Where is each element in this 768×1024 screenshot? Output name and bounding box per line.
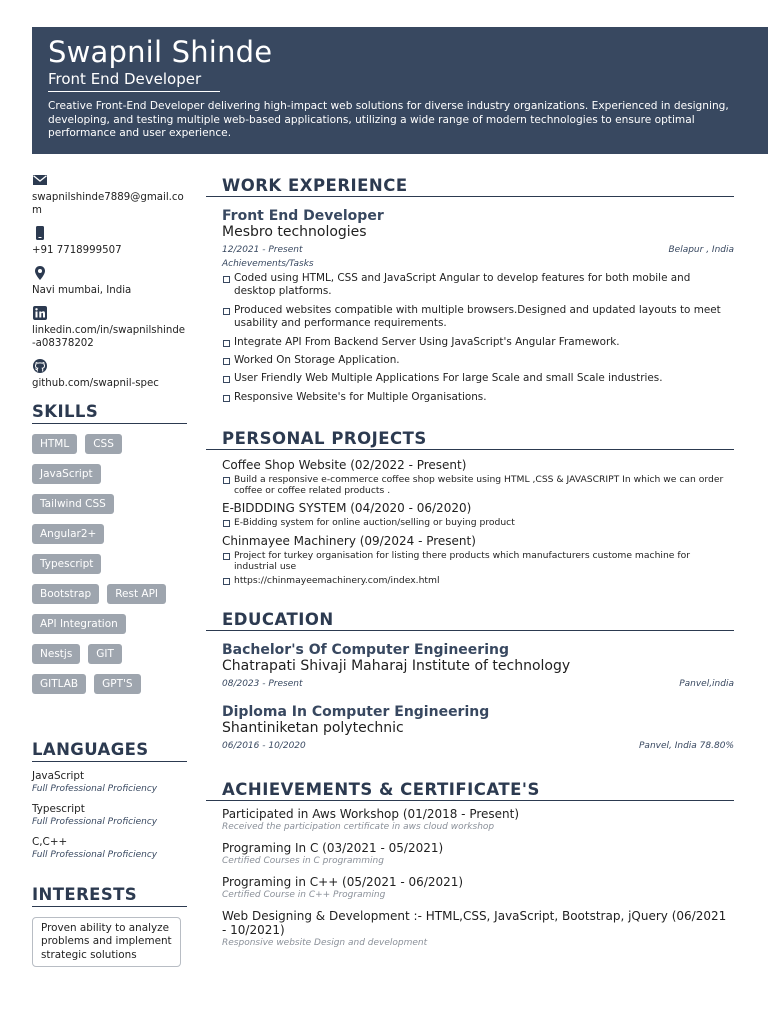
task-item: Worked On Storage Application. [222,354,734,367]
project-point: E-Bidding system for online auction/selling or buying product [222,517,734,528]
project-points [222,550,734,586]
skill-chip: CSS [85,434,122,454]
contact-location [32,265,188,297]
education-location: Panvel, India 78.80% [639,741,734,752]
skill-chip: Tailwind CSS [32,494,114,514]
achievement-desc: Certified Course in C++ Programing [222,890,386,901]
education-meta [222,739,734,753]
project-points [222,517,734,528]
job-location: Belapur , India [668,245,734,255]
contact-phone [32,225,188,257]
github-text[interactable]: github.com/swapnil-spec [32,378,159,389]
skill-chip: GIT [88,644,122,664]
skills-list [32,434,188,704]
task-item: Responsive Website's for Multiple Organisations. [222,391,734,404]
achievement-title: Programing in C++ (05/2021 - 06/2021) [222,875,464,890]
language-level: Full Professional Proficiency [32,850,158,860]
candidate-name: Swapnil Shinde [48,35,273,69]
language-name: JavaScript [32,770,85,782]
job-company: Mesbro technologies [222,224,367,240]
achievements-heading: ACHIEVEMENTS & CERTIFICATE'S [206,780,734,801]
skill-chip: Nestjs [32,644,80,664]
language-item [32,770,188,795]
achievement-title: Participated in Aws Workshop (01/2018 - Present) [222,807,520,822]
skill-chip: Typescript [32,554,101,574]
education-meta [222,677,734,691]
skill-chip: Rest API [107,584,166,604]
tasks-label: Achievements/Tasks [222,259,314,269]
candidate-role: Front End Developer [48,69,220,92]
contact-linkedin [32,305,188,350]
skill-chip: Bootstrap [32,584,99,604]
project-point: Project for turkey organisation for listing there products which manufacturers custome machine for industrial use [222,550,734,572]
achievement-desc: Received the participation certificate in aws cloud workshop [222,822,495,833]
interests-heading: INTERESTS [32,885,187,907]
project-title: Coffee Shop Website (02/2022 - Present) [222,458,467,473]
language-name: Typescript [32,803,85,815]
resume-header [32,27,768,154]
right-column [222,176,734,949]
degree-title: Bachelor's Of Computer Engineering [222,642,509,659]
skill-chip: GPT'S [94,674,140,694]
interest-item: Proven ability to analyze problems and implement strategic solutions [32,917,181,967]
github-icon [32,358,48,374]
achievement-title: Programing In C (03/2021 - 05/2021) [222,841,444,856]
envelope-icon [32,172,48,188]
skill-chip: JavaScript [32,464,101,484]
achievement-title: Web Designing & Development :- HTML,CSS, JavaScript, Bootstrap, jQuery (06/2021 - 10/2021) [222,909,727,938]
achievement-desc: Certified Courses in C programming [222,856,384,867]
summary-text: Creative Front-End Developer delivering high-impact web solutions for diverse industry organizations. Experienced in designing, developing, and testing multiple web-based applications, utilizing a wide range of modern technologies to ensure optimal performance and user experience. [48,100,729,139]
left-column [32,172,188,967]
language-item [32,803,188,828]
job-meta [222,243,734,257]
contact-email [32,172,188,217]
language-item [32,836,188,861]
projects-heading: PERSONAL PROJECTS [206,429,734,450]
school-name: Chatrapati Shivaji Maharaj Institute of technology [222,658,571,675]
task-item: Integrate API From Backend Server Using JavaScript's Angular Framework. [222,336,734,349]
job-title: Front End Developer [222,208,384,224]
project-title: Chinmayee Machinery (09/2024 - Present) [222,534,476,549]
degree-title: Diploma In Computer Engineering [222,704,490,721]
project-link[interactable]: https://chinmayeemachinery.com/index.html [222,575,734,586]
task-item: Produced websites compatible with multiple browsers.Designed and updated layouts to meet usability and performance requirements. [222,304,734,331]
languages-heading: LANGUAGES [32,740,187,762]
skill-chip: API Integration [32,614,126,634]
project-title: E-BIDDDING SYSTEM (04/2020 - 06/2020) [222,501,472,516]
location-text: Navi mumbai, India [32,285,132,296]
skill-chip: GITLAB [32,674,86,694]
work-heading: WORK EXPERIENCE [206,176,734,197]
task-item: User Friendly Web Multiple Applications For large Scale and small Scale industries. [222,372,734,385]
phone-text[interactable]: +91 7718999507 [32,245,122,256]
linkedin-text[interactable]: linkedin.com/in/swapnilshinde-a08378202 [32,325,186,349]
linkedin-icon [32,305,48,321]
project-point: Build a responsive e-commerce coffee shop website using HTML ,CSS & JAVASCRIPT In which we can order coffee or coffee related products . [222,474,734,496]
skills-heading: SKILLS [32,402,187,424]
map-pin-icon [32,265,48,281]
language-name: C,C++ [32,836,68,848]
task-item: Coded using HTML, CSS and JavaScript Angular to develop features for both mobile and desktop platforms. [222,272,734,299]
education-heading: EDUCATION [206,610,734,631]
achievement-desc: Responsive website Design and development [222,938,428,949]
skill-chip: HTML [32,434,77,454]
contact-github [32,358,188,390]
email-text[interactable]: swapnilshinde7889@gmail.com [32,192,184,216]
language-level: Full Professional Proficiency [32,817,158,827]
task-list [222,272,734,404]
job-dates: 12/2021 - Present [222,245,303,255]
education-dates: 06/2016 - 10/2020 [222,741,306,752]
school-name: Shantiniketan polytechnic [222,720,404,737]
education-dates: 08/2023 - Present [222,679,303,690]
language-level: Full Professional Proficiency [32,784,158,794]
skill-chip: Angular2+ [32,524,104,544]
phone-icon [32,225,48,241]
project-points [222,474,734,496]
education-location: Panvel,india [679,679,734,690]
